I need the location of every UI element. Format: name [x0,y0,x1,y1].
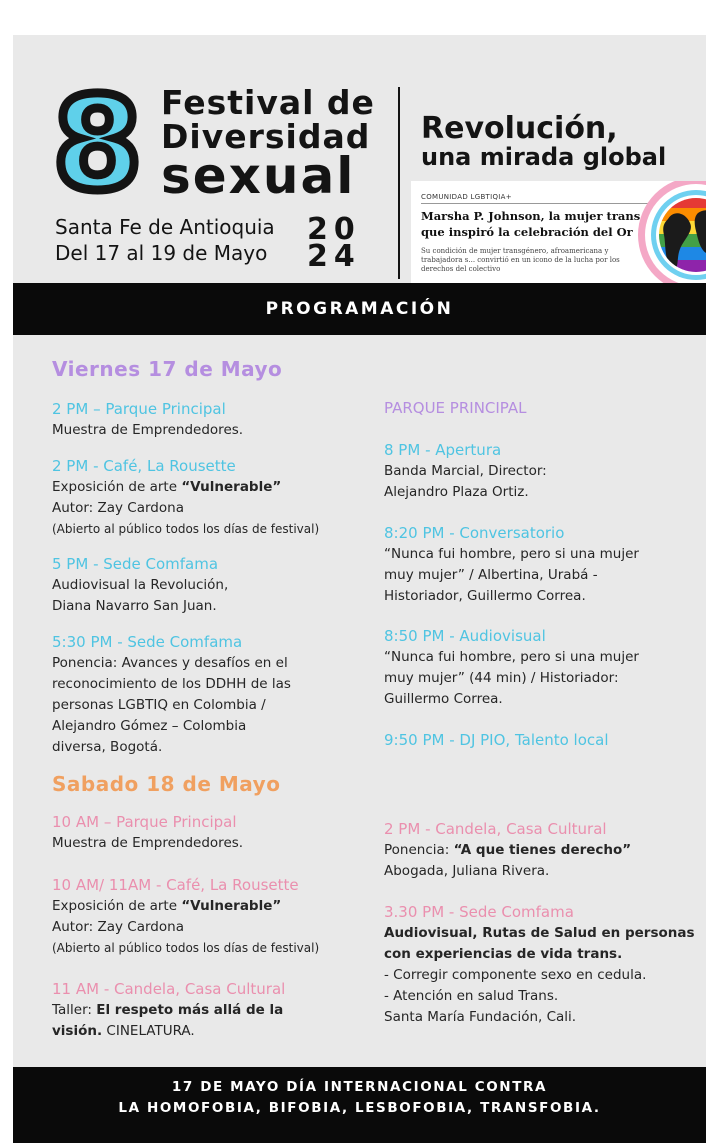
event-line: muy mujer” (44 min) / Historiador: [384,670,619,686]
event-line: Diana Navarro San Juan. [52,598,217,614]
event-item [384,626,699,710]
event-time: 10 AM – Parque Principal [52,813,237,831]
year-top: 20 [307,212,361,247]
event-line: Guillermo Correa. [384,691,503,707]
event-item [384,819,699,882]
event-item [384,730,699,751]
event-text: CINELATURA. [106,1023,195,1039]
event-text: Taller: [52,1002,92,1018]
event-highlight: “A que tienes derecho” [453,842,632,858]
revolution-subtitle: una mirada global [421,143,667,171]
day2-title: Sabado 18 de Mayo [52,772,281,796]
event-time: 5:30 PM - Sede Comfama [52,633,243,651]
event-line: reconocimiento de los DDHH de las [52,676,291,692]
event-line: - Corregir componente sexo en cedula. [384,967,647,983]
event-time: 8:20 PM - Conversatorio [384,524,565,542]
program-title: PROGRAMACIÓN [265,299,454,319]
festival-poster [13,35,706,1143]
festival-dates: Del 17 al 19 de Mayo [55,241,268,265]
event-line [52,896,367,917]
program-bar [13,283,706,335]
event-line: Autor: Zay Cardona [52,919,184,935]
event-line: muy mujer” / Albertina, Urabá - [384,567,598,583]
event-item [384,523,699,607]
event-line: con experiencias de vida trans. [384,946,623,962]
event-line [52,477,367,498]
event-time: 9:50 PM - DJ PIO, Talento local [384,731,609,749]
event-item [384,398,699,419]
clipping-subtext: Su condición de mujer transgénero, afroamericana y trabajadora s... convirtió en un icono de la lucha por los derechos del colectivo [421,247,620,273]
event-time: 2 PM - Candela, Casa Cultural [384,820,607,838]
day1-title: Viernes 17 de Mayo [52,357,283,381]
event-line: Audiovisual, Rutas de Salud en personas [384,925,695,941]
event-line: “Nunca fui hombre, pero si una mujer [384,649,639,665]
event-line: Muestra de Emprendedores. [52,835,244,851]
event-line: Abogada, Juliana Rivera. [384,863,550,879]
event-text: Exposición de arte [52,898,178,914]
event-highlight: “Vulnerable” [181,898,282,914]
event-line: personas LGBTIQ en Colombia / [52,697,266,713]
event-line: Banda Marcial, Director: [384,463,547,479]
event-item [384,902,699,1028]
event-highlight: El respeto más allá de la [96,1002,284,1018]
footer-line1: 17 DE MAYO DÍA INTERNACIONAL CONTRA [171,1079,548,1095]
event-item [52,632,367,758]
event-time: 3.30 PM - Sede Comfama [384,903,574,921]
festival-place: Santa Fe de Antioquia [55,215,275,239]
event-item [52,456,367,540]
event-item [384,440,699,503]
event-line: Muestra de Emprendedores. [52,422,244,438]
event-time: 2 PM - Café, La Rousette [52,457,236,475]
event-time: 2 PM – Parque Principal [52,400,226,418]
event-note: (Abierto al público todos los días de festival) [52,941,320,955]
event-time: 8 PM - Apertura [384,441,502,459]
event-line [384,840,699,861]
event-line: Audiovisual la Revolución, [52,577,229,593]
event-time: 8:50 PM - Audiovisual [384,627,546,645]
event-line: “Nunca fui hombre, pero si una mujer [384,546,639,562]
event-highlight: “Vulnerable” [181,479,282,495]
event-text: Exposición de arte [52,479,178,495]
event-item [52,875,367,959]
event-item [52,399,367,441]
event-item [52,812,367,854]
event-item [52,554,367,617]
event-time: 5 PM - Sede Comfama [52,555,219,573]
festival-title-line3: sexual [161,147,356,205]
event-highlight: visión. [52,1023,103,1039]
clipping-tag: COMUNIDAD LGBTIQIA+ [421,193,512,201]
event-line: Alejandro Gómez – Colombia [52,718,247,734]
festival-title-line1: Festival de [161,83,375,122]
footer-line2: LA HOMOFOBIA, BIFOBIA, LESBOFOBIA, TRANSFOBIA. [118,1100,601,1116]
footer-bar [13,1067,706,1143]
event-time: 11 AM - Candela, Casa Cultural [52,980,286,998]
clipping-rule [421,203,651,204]
revolution-title: Revolución, [421,111,618,146]
event-line: Santa María Fundación, Cali. [384,1009,577,1025]
clipping-headline-line2: que inspiró la celebración del Or [421,225,633,239]
event-note: (Abierto al público todos los días de festival) [52,522,320,536]
header-divider [398,87,400,279]
event-line: Historiador, Guillermo Correa. [384,588,586,604]
clipping-headline-line1: Marsha P. Johnson, la mujer trans [421,209,641,223]
festival-title-line2: Diversidad [161,117,371,156]
event-line [52,1021,367,1042]
event-line: diversa, Bogotá. [52,739,163,755]
news-clipping [411,181,706,283]
edition-number: 8 [53,70,143,219]
event-time: 10 AM/ 11AM - Café, La Rousette [52,876,299,894]
event-line: - Atención en salud Trans. [384,988,559,1004]
venue-heading: PARQUE PRINCIPAL [384,399,527,417]
event-line: Ponencia: Avances y desafíos en el [52,655,288,671]
year-bottom: 24 [307,239,361,274]
pride-globe-icon [634,181,706,283]
event-line [52,1000,367,1021]
event-line: Alejandro Plaza Ortiz. [384,484,529,500]
clipping-headline [421,208,661,240]
event-line: Autor: Zay Cardona [52,500,184,516]
event-item [52,979,367,1042]
event-text: Ponencia: [384,842,450,858]
